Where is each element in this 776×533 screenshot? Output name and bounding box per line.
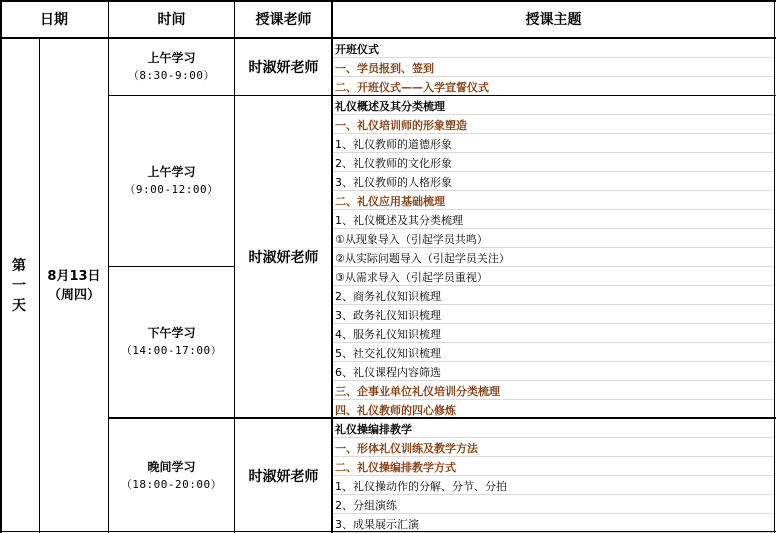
session-name: 上午学习 [147, 51, 196, 65]
topic-row: 2、分组演练 [335, 498, 397, 512]
header-date-label: 日期 [40, 12, 68, 28]
topic-row: 三、企事业单位礼仪培训分类梳理 [335, 384, 500, 398]
topic-row: 二、礼仪应用基础梳理 [335, 194, 445, 208]
topic-row: ③从需求导入（引起学员重视） [335, 270, 488, 284]
topic-row: 1、礼仪操动作的分解、分节、分拍 [335, 479, 507, 493]
day-cell [0, 39, 38, 532]
day-char: 一 [12, 277, 26, 294]
topic-row: 礼仪操编排教学 [335, 422, 412, 436]
session-range: （14:00-17:00） [120, 344, 223, 357]
teacher-cell [236, 419, 331, 532]
header-time [109, 1, 234, 37]
session-time [109, 419, 234, 532]
topic-row: 4、服务礼仪知识梳理 [335, 327, 441, 341]
topic-row: 3、成果展示汇演 [335, 517, 419, 531]
topic-row: 1、礼仪概述及其分类梳理 [335, 213, 463, 227]
topic-row: 3、政务礼仪知识梳理 [335, 308, 441, 322]
session-time [109, 96, 234, 266]
topic-row: 一、学员报到、签到 [335, 61, 434, 75]
header-date [0, 1, 108, 37]
topic-row: 2、礼仪教师的文化形象 [335, 156, 452, 170]
session-time [109, 267, 234, 417]
topic-row: 礼仪概述及其分类梳理 [335, 99, 445, 113]
day-char: 第 [12, 257, 26, 274]
topic-row: ②从实际问题导入（引起学员关注） [335, 251, 510, 265]
topic-row: 3、礼仪教师的人格形象 [335, 175, 452, 189]
header-topic-label: 授课主题 [525, 12, 582, 28]
teacher-name: 时淑妍老师 [248, 468, 319, 485]
date-day: 8月13日 [47, 268, 101, 284]
topic-row: 2、商务礼仪知识梳理 [335, 289, 441, 303]
topic-row: 二、开班仪式——入学宣誓仪式 [335, 80, 489, 94]
header-topic [333, 1, 774, 37]
date-weekday: （周四） [47, 287, 100, 303]
header-teacher [236, 1, 331, 37]
topic-row: 6、礼仪课程内容筛选 [335, 365, 441, 379]
session-name: 晚间学习 [147, 459, 196, 474]
date-cell [40, 39, 108, 532]
teacher-name: 时淑妍老师 [248, 249, 319, 266]
session-range: （18:00-20:00） [120, 477, 223, 491]
teacher-name: 时淑妍老师 [248, 60, 319, 76]
teacher-cell [236, 39, 331, 95]
session-range: （8:30-9:00） [127, 69, 216, 82]
header-time-label: 时间 [157, 12, 186, 28]
topic-row: 1、礼仪教师的道德形象 [335, 137, 452, 151]
topic-row: 二、礼仪操编排教学方式 [335, 460, 456, 474]
session-name: 下午学习 [147, 326, 196, 340]
session-range: （9:00-12:00） [124, 183, 219, 196]
topic-row: 四、礼仪教师的四心修炼 [335, 403, 456, 417]
header-teacher-label: 授课老师 [255, 12, 312, 28]
topic-row: 一、形体礼仪训练及教学方法 [335, 441, 478, 455]
topic-row: 开班仪式 [335, 42, 379, 56]
session-time [109, 39, 234, 95]
day-char: 天 [12, 297, 26, 314]
topic-row: 一、礼仪培训师的形象塑造 [335, 118, 467, 132]
topic-row: ①从现象导入（引起学员共鸣） [335, 232, 488, 246]
session-name: 上午学习 [147, 165, 196, 179]
teacher-cell [236, 96, 331, 417]
topic-row: 5、社交礼仪知识梳理 [335, 346, 441, 360]
